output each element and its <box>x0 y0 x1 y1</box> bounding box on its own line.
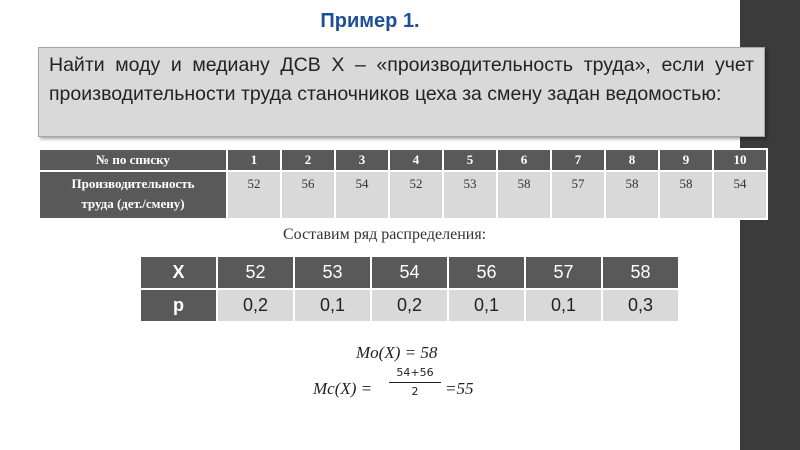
median-fraction <box>389 366 441 399</box>
task-text: Найти моду и медиану ДСВ Х – «производительность труда», если учет производительности труда станочников цеха за смену задан ведомостью: <box>49 54 754 105</box>
ledger-value: 54 <box>713 171 767 219</box>
mode-formula: Mo(X) = 58 <box>356 343 438 362</box>
distribution-x-value: 58 <box>602 256 679 289</box>
ledger-value: 52 <box>389 171 443 219</box>
ledger-header-label: № по списку <box>39 149 227 171</box>
median-denominator: 2 <box>411 385 419 398</box>
distribution-x-value: 57 <box>525 256 602 289</box>
ledger-number: 3 <box>335 149 389 171</box>
distribution-table <box>139 255 680 323</box>
distribution-x-value: 56 <box>448 256 525 289</box>
ledger-number: 8 <box>605 149 659 171</box>
ledger-row-label-line1: Производительность <box>71 176 195 191</box>
ledger-value: 58 <box>659 171 713 219</box>
ledger-data-row <box>39 171 767 219</box>
ledger-value: 56 <box>281 171 335 219</box>
distribution-x-row <box>140 256 679 289</box>
ledger-number: 6 <box>497 149 551 171</box>
distribution-p-label: p <box>140 289 217 322</box>
distribution-x-value: 52 <box>217 256 294 289</box>
distribution-p-row <box>140 289 679 322</box>
ledger-table <box>38 148 768 220</box>
median-numerator: 54+56 <box>396 366 434 379</box>
ledger-number: 2 <box>281 149 335 171</box>
task-box <box>38 47 765 137</box>
ledger-row-label <box>39 171 227 219</box>
distribution-x-value: 54 <box>371 256 448 289</box>
ledger-header-row <box>39 149 767 171</box>
ledger-number: 5 <box>443 149 497 171</box>
distribution-p-value: 0,1 <box>448 289 525 322</box>
distribution-caption: Составим ряд распределения: <box>283 226 487 243</box>
ledger-value: 52 <box>227 171 281 219</box>
ledger-number: 9 <box>659 149 713 171</box>
ledger-value: 57 <box>551 171 605 219</box>
ledger-number: 7 <box>551 149 605 171</box>
distribution-x-value: 53 <box>294 256 371 289</box>
distribution-p-value: 0,2 <box>217 289 294 322</box>
distribution-p-value: 0,2 <box>371 289 448 322</box>
distribution-p-value: 0,3 <box>602 289 679 322</box>
median-result: =55 <box>445 379 474 398</box>
ledger-number: 4 <box>389 149 443 171</box>
fraction-bar <box>389 382 441 383</box>
slide-title: Пример 1. <box>320 10 420 32</box>
ledger-value: 53 <box>443 171 497 219</box>
ledger-value: 54 <box>335 171 389 219</box>
distribution-p-value: 0,1 <box>294 289 371 322</box>
ledger-number: 1 <box>227 149 281 171</box>
distribution-p-value: 0,1 <box>525 289 602 322</box>
ledger-value: 58 <box>605 171 659 219</box>
ledger-row-label-line2: труда (дет./смену) <box>81 196 185 211</box>
ledger-value: 58 <box>497 171 551 219</box>
median-label: Mc(X) = <box>313 379 373 398</box>
ledger-number: 10 <box>713 149 767 171</box>
distribution-x-label: X <box>140 256 217 289</box>
